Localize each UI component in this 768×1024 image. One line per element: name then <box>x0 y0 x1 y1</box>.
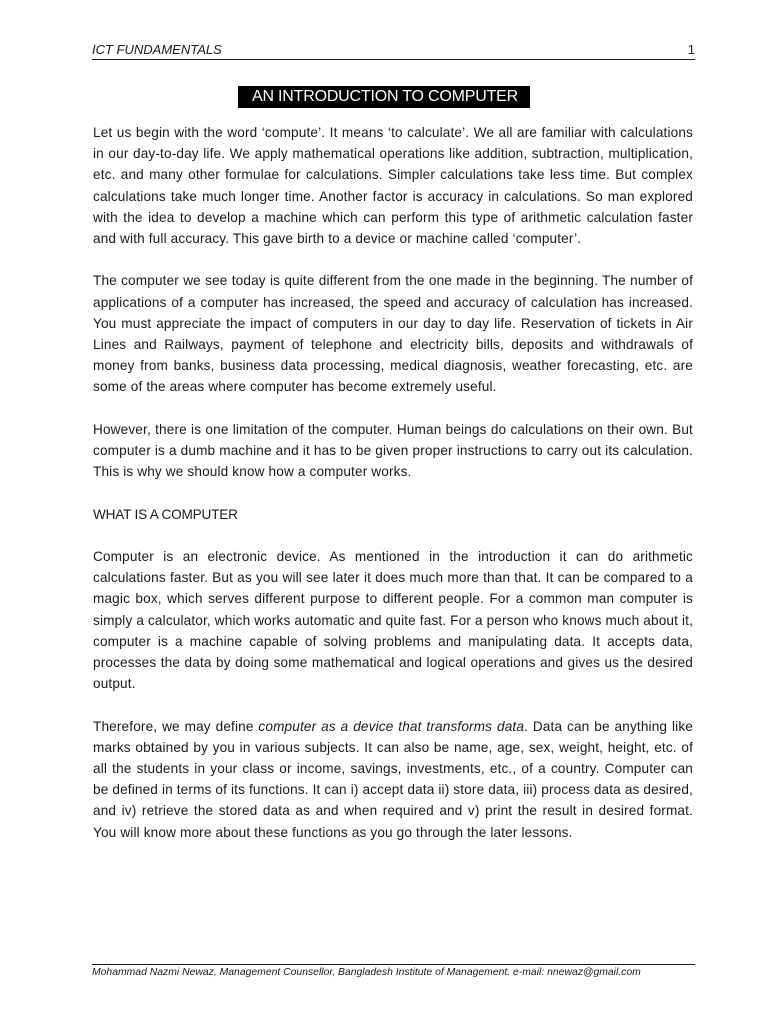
paragraph-intro-text: Therefore, we may define <box>93 718 259 734</box>
paragraph-applications: The computer we see today is quite different from the one made in the beginning. The number of applications of a computer has increased, the speed and accuracy of calculation has increased. You must appreciate the impact of computers in our day to day life. Reservation of tickets in Air Lines and Railways, payment of telephone and electricity bills, deposits and withdrawals of money from banks, business data processing, medical diagnosis, weather forecasting, etc. are some of the areas where computer has become extremely useful. <box>93 273 693 395</box>
page-footer: Mohammad Nazmi Newaz, Management Counsellor, Bangladesh Institute of Management. e-mail: nnewaz@gmail.com <box>92 964 695 978</box>
paragraph-intro: Let us begin with the word ‘compute’. It means ‘to calculate’. We all are familiar with calculations in our day-to-day life. We apply mathematical operations like addition, subtraction, multiplication, etc. and many other formulae for calculations. Simpler calculations take less time. But complex calculations take much longer time. Another factor is accuracy in calculations. So man explored with the idea to develop a machine which can perform this type of arithmetic calculation faster and with full accuracy. This gave birth to a device or machine called ‘computer’. <box>93 125 693 247</box>
emphasis-definition: computer as a device that transforms data <box>258 718 525 734</box>
title-banner <box>0 86 768 108</box>
paragraph-definition: Computer is an electronic device. As mentioned in the introduction it can do arithmetic calculations faster. But as you will see later it does much more than that. It can be compared to a magic box, which serves different purpose to different people. For a common man computer is simply a calculator, which works automatic and quite fast. For a person who knows much about it, computer is a machine capable of solving problems and manipulating data. It accepts data, processes the data by doing some mathematical and logical operations and gives us the desired output. <box>93 549 693 692</box>
paragraph-transforms-data <box>93 716 693 843</box>
paragraph-limitation: However, there is one limitation of the computer. Human beings do calculations on their own. But computer is a dumb machine and it has to be given proper instructions to carry out its calculation. This is why we should know how a computer works. <box>93 421 693 480</box>
paragraph-rest-text: . Data can be anything like marks obtained by you in various subjects. It can also be name, age, sex, weight, height, etc. of all the students in your class or income, savings, investments, etc., of a country. Computer can be defined in terms of its functions. It can i) accept data ii) store data, iii) process data as desired, and iv) retrieve the stored data as and when required and v) print the result in desired format. You will know more about these functions as you go through the later lessons. <box>93 718 693 840</box>
page-title: AN INTRODUCTION TO COMPUTER <box>238 86 530 108</box>
document-body <box>93 122 693 864</box>
page-number: 1 <box>687 42 695 57</box>
page-header <box>92 42 695 60</box>
running-title: ICT FUNDAMENTALS <box>92 42 222 57</box>
section-heading: WHAT IS A COMPUTER <box>93 506 238 522</box>
